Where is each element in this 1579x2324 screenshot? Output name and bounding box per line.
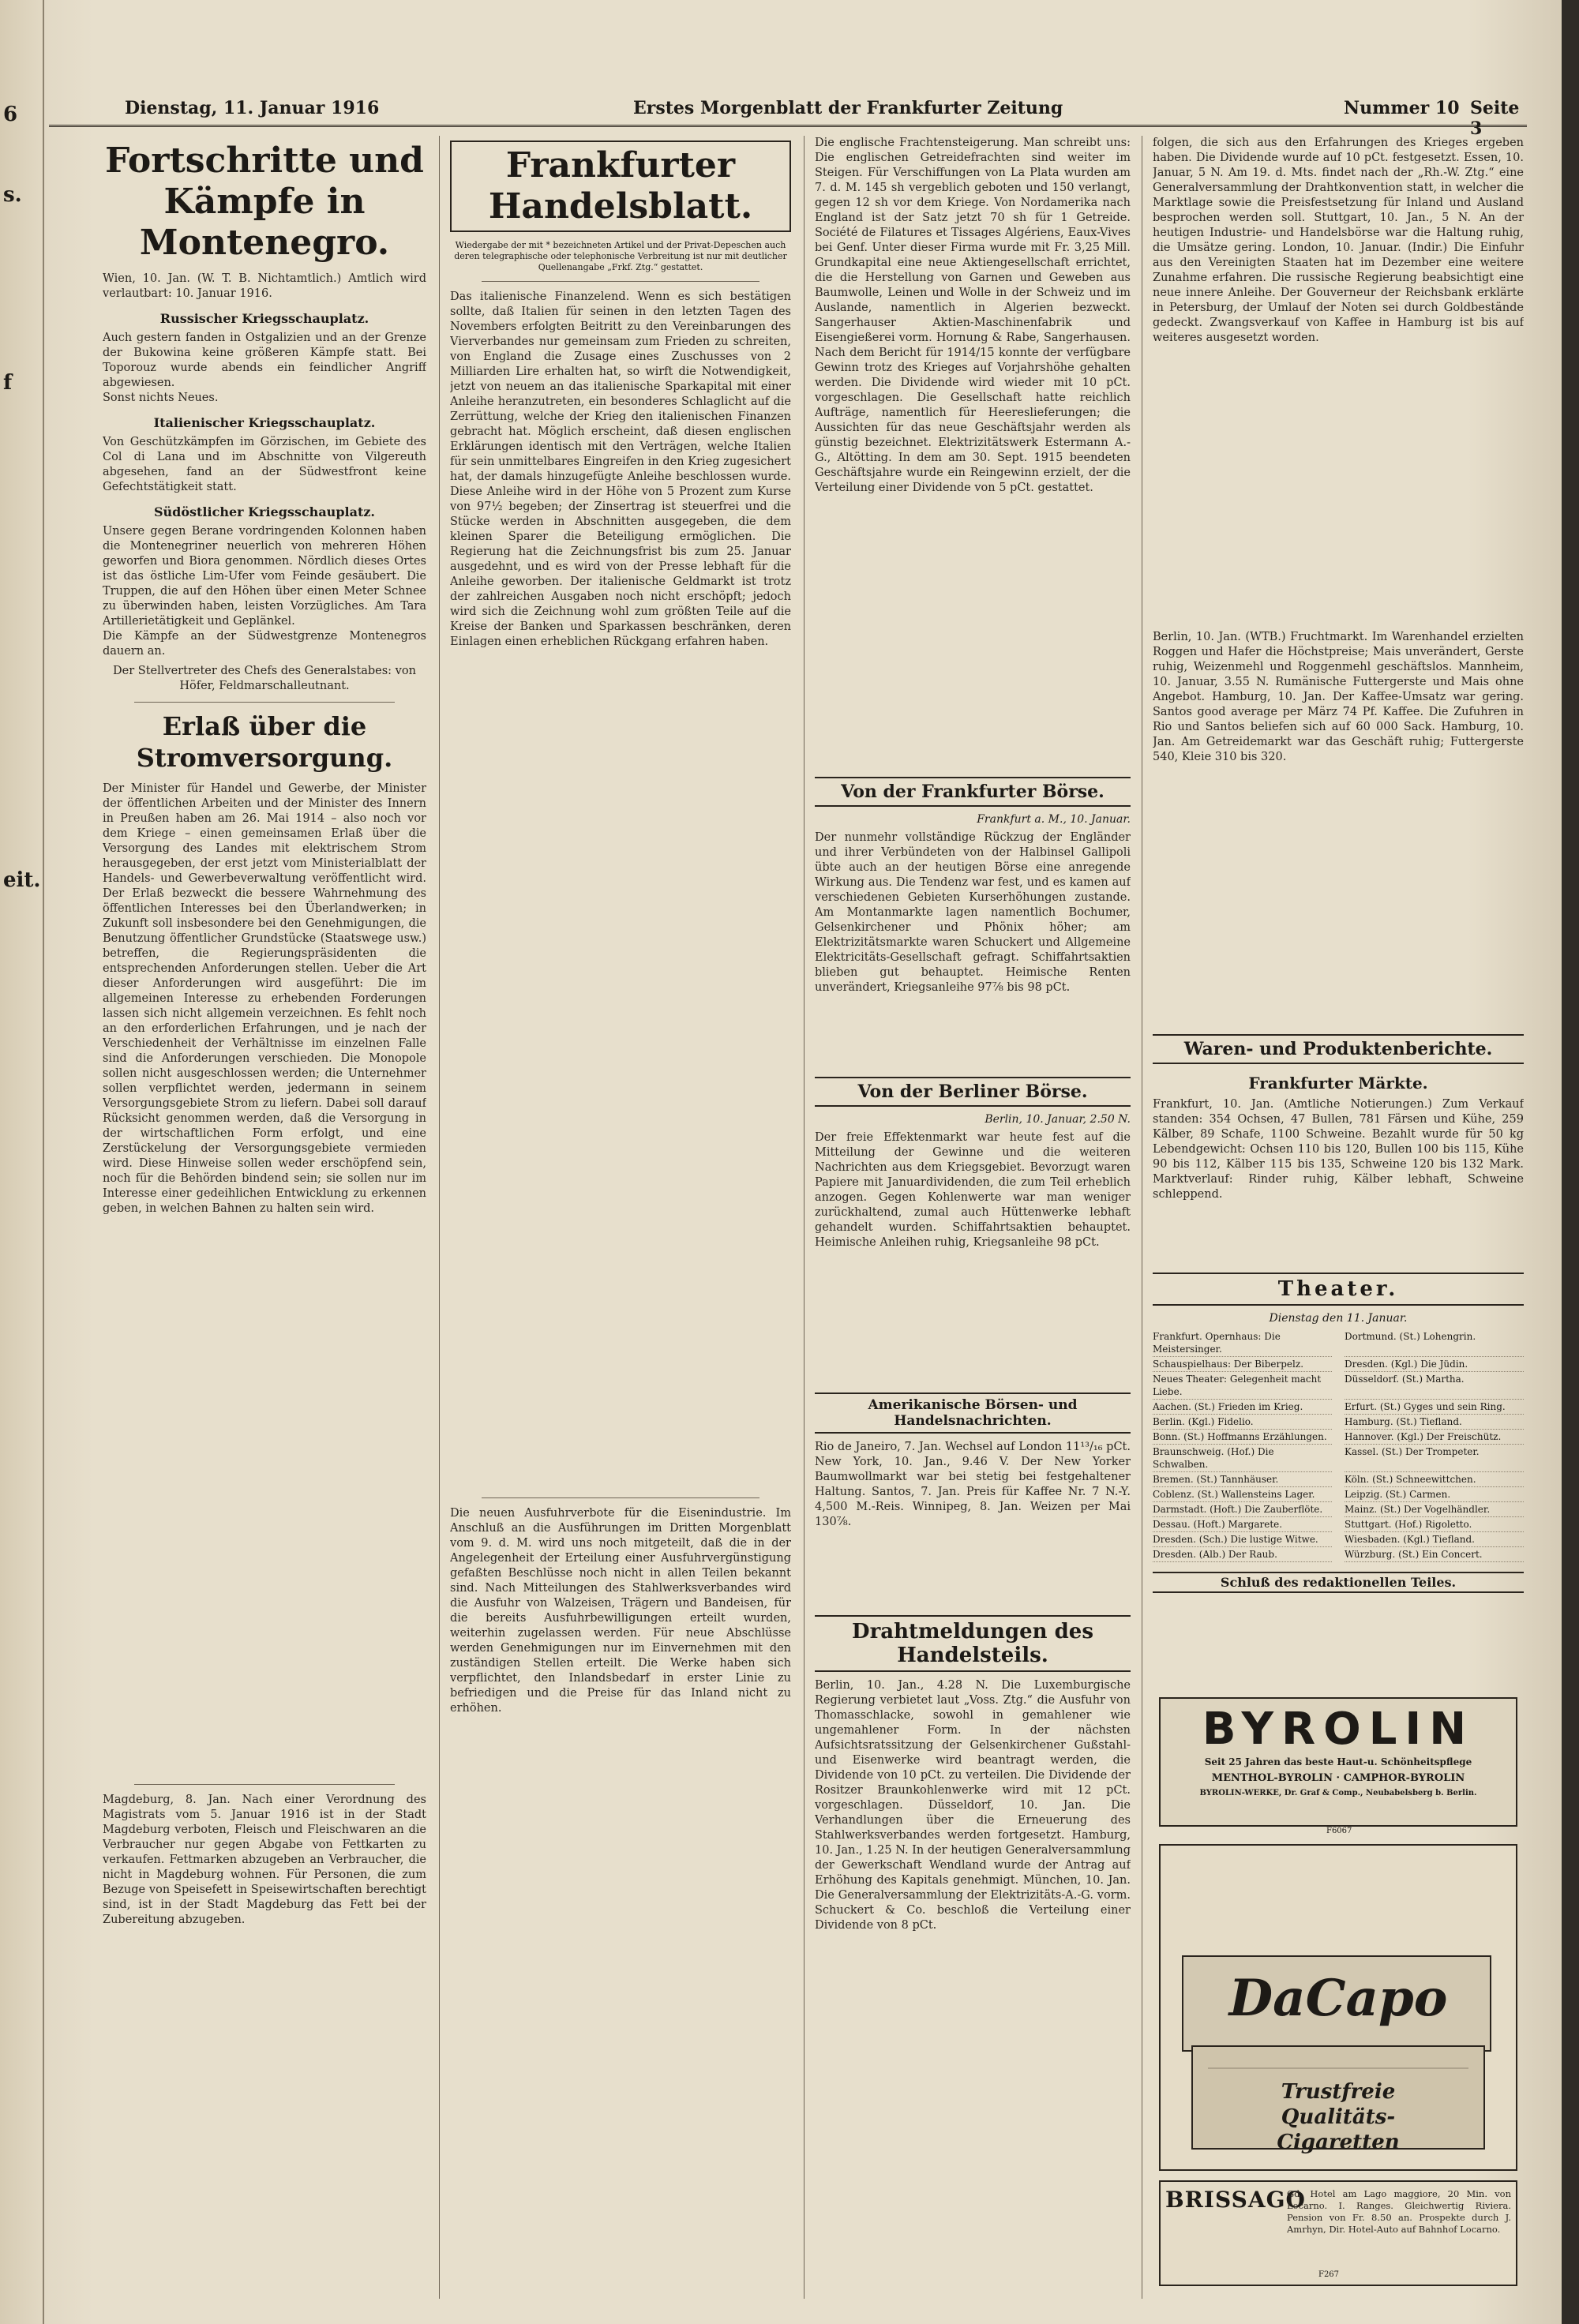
book-edge [1562,0,1579,2324]
theater-entry: Würzburg. (St.) Ein Concert. [1345,1547,1524,1562]
article-body: Magdeburg, 8. Jan. Nach einer Verordnung des Magistrats vom 5. Januar 1916 ist in der Stadt Magdeburg verboten, Fleisch und Fleischwaren an die Verbraucher nur gegen Abgabe von Fettkarten zu verkaufen. Fettmarken abzugeben an Verbraucher, die nicht in Magdeburg wohnen. Für Personen, die zum Bezuge von Speisefett in Speisewirtschaften berechtigt sind, ist in der Stadt Magdeburg das Fett bei der Zubereitung abzugeben. [103,1794,426,1926]
article-signature: Der Stellvertreter des Chefs des Generalstabes: von Höfer, Feldmarschalleutnant. [113,665,416,692]
article-ausfuhrverbote: Die neuen Ausfuhrverbote für die Eisenindustrie. Im Anschluß an die Ausführungen im Dritten Morgenblatt vom 9. d. M. wird uns noch mitgeteilt, daß die in der Angelegenheit der Erteilung einer Ausfuhrvergünstigung gefaßten Beschlüsse noch nicht in allen Teilen bekannt sind. Nach Mitteilungen des Stahlwerksverbandes wird die Ausfuhr von Walzeisen, Trägern und Bandeisen, für die bereits Ausfuhrbewilligungen erteilt wurden, weiterhin zugelassen werden. Für neue Abschlüsse werden Genehmigungen nur im Einvernehmen mit den zuständigen Stellen erteilt. Die Werke haben sich verpflichtet, den Inlandsbedarf in erster Linie zu befriedigen und die Preise für das Inland nicht zu erhöhen. [450,1507,791,1715]
dacapo-logo: DaCapo [1228,1969,1448,2028]
theater-listings [1153,1329,1524,1562]
header-date: Dienstag, 11. Januar 1916 [125,98,380,118]
american-markets-report: Rio de Janeiro, 7. Jan. Wechsel auf London 11¹³/₁₆ pCt. New York, 10. Jan., 9.46 V. Der New Yorker Baumwollmarkt war bei stetig bei festgehaltener Haltung. Santos, 7. Jan. Preis für Kaffee Nr. 7 N.-Y. 4,500 M.-Reis. Winnipeg, 8. Jan. Weizen per Mai 130⅞. [815,1441,1131,1528]
header-edition: Erstes Morgenblatt der Frankfurter Zeitung [633,98,1063,118]
theater-entry: Köln. (St.) Schneewittchen. [1345,1472,1524,1487]
section-theater: Theater. [1153,1273,1524,1306]
article-paragraph: Sonst nichts Neues. [103,392,219,404]
binding-fragment: f [3,371,13,395]
dateline: Frankfurt a. M., 10. Januar. [977,813,1131,826]
theater-entry: Stuttgart. (Hof.) Rigoletto. [1345,1517,1524,1532]
theater-entry: Braunschweig. (Hof.) Die Schwalben. [1153,1445,1332,1472]
column-rule [439,136,440,2299]
dateline: Berlin, 10. Januar, 2.50 N. [985,1113,1131,1126]
theater-entry: Dresden. (Kgl.) Die Jüdin. [1345,1357,1524,1372]
theater-entry: Bremen. (St.) Tannhäuser. [1153,1472,1332,1487]
theater-entry: Bonn. (St.) Hoffmanns Erzählungen. [1153,1430,1332,1445]
byrolin-advertisement [1159,1697,1517,1827]
subhead-russian-front: Russischer Kriegsschauplatz. [159,311,369,326]
business-news-continued: folgen, die sich aus den Erfahrungen des Krieges ergeben haben. Die Dividende wurde auf 10 pCt. festgesetzt. Essen, 10. Januar, 5 N. Am 19. d. Mts. findet nach der „Rh.-W. Ztg.“ eine Generalversammlung der Drahtkonvention statt, in welcher die Marktlage sowie die Preisfestsetzung für Inland und Ausland besprochen werden soll. Stuttgart, 10. Jan., 5 N. An der heutigen Industrie- und Handelsbörse war die Haltung ruhig, die Umsätze gering. London, 10. Januar. (Indir.) Die Einfuhr aus den Vereinigten Staaten hat im Dezember eine weitere Zunahme erfahren. Die russische Regierung beabsichtigt eine neue innere Anleihe. Der Gouverneur der Reichsbank erklärte in Petersburg, der Umlauf der Noten sei durch Goldbestände gedeckt. Zwangsverkauf von Kaffee in Hamburg ist bis auf weiteres ausgesetzt worden. [1153,137,1524,344]
frankfurt-exchange-report: Der nunmehr vollständige Rückzug der Engländer und ihrer Verbündeten von der Halbinsel Gallipoli übte auch an der heutigen Börse eine anregende Wirkung aus. Die Tendenz war fest, und es kamen auf verschiedenen Gebieten Kurserhöhungen zustande. Am Montanmarkte lagen namentlich Bochumer, Gelsenkirchener und Phönix höher; am Elektrizitätsmarkte waren Schuckert und Allgemeine Elektricitäts-Gesellschaft gefragt. Schiffahrtsaktien blieben gut behauptet. Heimische Renten unverändert, Kriegsanleihe 97⅞ bis 98 pCt. [815,831,1131,994]
theater-entry: Kassel. (St.) Der Trompeter. [1345,1445,1524,1472]
theater-entry: Neues Theater: Gelegenheit macht Liebe. [1153,1372,1332,1400]
theater-date: Dienstag den 11. Januar. [1269,1312,1408,1325]
divider [134,1784,395,1785]
market-reports: Berlin, 10. Jan. (WTB.) Fruchtmarkt. Im Warenhandel erzielten Roggen und Hafer die Höchstpreise; Mais unverändert, Gerste ruhig, Weizenmehl und Roggenmehl geschäftslos. Mannheim, 10. Januar, 3.55 N. Rumänische Futtergerste und Mais ohne Angebot. Hamburg, 10. Jan. Der Kaffee-Umsatz war gering. Santos good average per März 74 Pf. Kaffee. Die Zufuhren in Rio und Santos beliefen sich auf 60 000 Sack. Hamburg, 10. Jan. Am Getreidemarkt war das Geschäft ruhig; Futtergerste 540, Kleie 310 bis 320. [1153,631,1524,763]
theater-entry: Schauspielhaus: Der Biberpelz. [1153,1357,1332,1372]
ad-code: F6067 [1326,1827,1352,1835]
brissago-title: BRISSAGO [1165,2187,1306,2213]
header-number: Nummer 10 [1344,98,1460,118]
headline-montenegro: Fortschritte und Kämpfe in Montenegro. [105,141,424,263]
berlin-exchange-report: Der freie Effektenmarkt war heute fest auf die Mitteilung der Gewinne und die weiteren Nachrichten aus dem Kriegsgebiet. Bevorzugt waren Papiere mit Januardividenden, die zum Teil erheblich anzogen. Gegen Kohlenwerte war man weniger zurückhaltend, zumal auch Hüttenwerke lebhaft gehandelt wurden. Schiffahrtsaktien behauptet. Heimische Anleihen ruhig, Kriegsanleihe 98 pCt. [815,1131,1131,1249]
divider [482,1497,759,1498]
theater-entry: Dresden. (Sch.) Die lustige Witwe. [1153,1532,1332,1547]
editorial-end-notice: Schluß des redaktionellen Teiles. [1153,1572,1524,1593]
binding-fragment: 6 [3,103,18,126]
divider [482,281,759,282]
theater-entry: Düsseldorf. (St.) Martha. [1345,1372,1524,1400]
article-finanzelend: Das italienische Finanzelend. Wenn es sich bestätigen sollte, daß Italien für seinen in den letzten Tagen des Novembers erfolgten Beitritt zu den Vereinbarungen des Vierverbandes nur gemeinsam zum Frieden zu schreiten, von England die Zusage eines Zuschusses von 2 Milliarden Lire erhalten hat, so wirft die Notwendigkeit, jetzt von neuem an das italienische Sparkapital mit einer Anleihe heranzutreten, ein besonderes Schlaglicht auf die Zerrüttung, welche der Krieg den italienischen Finanzen gebracht hat. Möglich erscheint, daß diesen englischen Erklärungen identisch mit den Verträgen, welche Italien für sein unmittelbares Eingreifen in den Krieg zugesichert hat, der damals hinzugefügte Anleihe beschlossen wurde. Diese Anleihe wird in der Höhe von 5 Prozent zum Kurse von 97½ begeben; der Zinsertrag ist steuerfrei und die Stücke werden in Abschnitten ausgegeben, die dem kleinen Sparer die Beteiligung ermöglichen. Die Regierung hat die Zeichnungsfrist bis zum 25. Januar ausgedehnt, und es wird von der Presse lebhaft für die Anleihe geworben. Der italienische Geldmarkt ist trotz der zahlreichen Ausgaben noch nicht erschöpft; jedoch wird sich die Zeichnung wohl zum größten Teile auf die Kreise der Banken und Sparkassen beschränken, deren Einlagen einen erheblichen Rückgang erfahren haben. [450,290,791,648]
subhead-southeast-front: Südöstlicher Kriegsschauplatz. [153,504,375,519]
reprint-notice: Wiedergabe der mit * bezeichneten Artikel und der Privat-Depeschen auch deren telegraphische oder telephonische Verbreitung ist nur mit deutlicher Quellenangabe „Frkf. Ztg.“ gestattet. [454,240,787,272]
column-rule [804,136,805,2299]
theater-entry: Frankfurt. Opernhaus: Die Meistersinger. [1153,1329,1332,1357]
byrolin-tagline: Seit 25 Jahren das beste Haut-u. Schönheitspflege [1204,1756,1472,1767]
theater-entry: Erfurt. (St.) Gyges und sein Ring. [1345,1400,1524,1415]
binding-fragment: s. [3,183,22,207]
brissago-text: Gd. Hotel am Lago maggiore, 20 Min. von Locarno. I. Ranges. Gleichwertig Riviera. Pension von Fr. 8.50 an. Prospekte durch J. Amrhyn, Dir. Hotel-Auto auf Bahnhof Locarno. [1287,2188,1511,2235]
theater-entry: Coblenz. (St.) Wallensteins Lager. [1153,1487,1332,1502]
theater-entry: Dortmund. (St.) Lohengrin. [1345,1329,1524,1357]
article-paragraph: Unsere gegen Berane vordringenden Kolonnen haben die Montenegriner neuerlich von mehreren Höhen geworfen und Biora genommen. Nördlich dieses Ortes ist das östliche Lim-Ufer vom Feinde gesäubert. Die Truppen, die auf den Höhen über einen Meter Schnee zu überwinden haben, leisten Vorzügliches. Am Tara Artillerietätigkeit und Geplänkel. [103,525,426,628]
business-news: Die englische Frachtensteigerung. Man schreibt uns: Die englischen Getreidefrachten sind weiter im Steigen. Für Verschiffungen von La Plata wurden am 7. d. M. 145 sh vergeblich geboten und 150 verlangt, gegen 12 sh vor dem Kriege. Von Nordamerika nach England ist der Satz jetzt 70 sh für 1 Getreide. Société de Filatures et Tissages Algériens, Eaux-Vives bei Genf. Unter dieser Firma wurde mit Fr. 3,25 Mill. Grundkapital eine neue Aktiengesellschaft errichtet, die die Herstellung von Garnen und Geweben aus Baumwolle, Leinen und Wolle in der Schweiz und im Auslande, namentlich in Algerien bezweckt. Sangerhauser Aktien-Maschinenfabrik und Eisengießerei vorm. Hornung & Rabe, Sangerhausen. Nach dem Bericht für 1914/15 konnte der verfügbare Gewinn trotz des Krieges auf Vorjahrshöhe gehalten werden. Die Dividende wird wieder mit 10 pCt. vorgeschlagen. Die Gesellschaft hatte reichlich Aufträge, namentlich für Heereslieferungen; die Aussichten für das neue Geschäftsjahr werden als günstig bezeichnet. Elektrizitätswerk Estermann A.-G., Altötting. In dem am 30. Sept. 1915 beendeten Geschäftsjahre wurde ein Reingewinn erzielt, der die Verteilung einer Dividende von 5 pCt. gestattet. [815,137,1131,494]
column-3 [815,136,1131,2299]
section-american-markets: Amerikanische Börsen- und Handelsnachrichten. [815,1393,1131,1434]
theater-entry: Berlin. (Kgl.) Fidelio. [1153,1415,1332,1430]
theater-entry: Wiesbaden. (Kgl.) Tiefland. [1345,1532,1524,1547]
subhead-italian-front: Italienischer Kriegsschauplatz. [153,415,376,430]
headline-handelsblatt: Frankfurter Handelsblatt. [450,141,791,232]
section-frankfurt-exchange: Von der Frankfurter Börse. [815,777,1131,807]
theater-entry: Dresden. (Alb.) Der Raub. [1153,1547,1332,1562]
article-paragraph: Die Kämpfe an der Südwestgrenze Montenegros dauern an. [103,630,426,658]
theater-entry: Darmstadt. (Hoft.) Die Zauberflöte. [1153,1502,1332,1517]
binding-fragment: eit. [3,868,41,892]
dacapo-advertisement [1159,1844,1517,2171]
theater-entry: Hamburg. (St.) Tiefland. [1345,1415,1524,1430]
byrolin-maker: BYROLIN-WERKE, Dr. Graf & Comp., Neubabelsberg b. Berlin. [1199,1789,1477,1797]
wire-reports: Berlin, 10. Jan., 4.28 N. Die Luxemburgische Regierung verbietet laut „Voss. Ztg.“ die Ausfuhr von Thomasschlacke, sowohl in gemahlener wie ungemahlener Form. In der nächsten Aufsichtsratssitzung der Gelsenkirchener Gußstahl- und Eisenwerke wird beantragt werden, die Dividende von 10 pCt. zu verteilen. Die Dividende der Rositzer Braunkohlenwerke wird mit 12 pCt. vorgeschlagen. Düsseldorf, 10. Jan. Die Verhandlungen über die Erneuerung des Stahlwerksverbandes werden fortgesetzt. Hamburg, 10. Jan., 1.25 N. In der heutigen Generalversammlung der Gewerkschaft Wendland wurde der Antrag auf Erhöhung des Kapitals genehmigt. München, 10. Jan. Die Generalversammlung der Elektrizitäts-A.-G. vorm. Schuckert & Co. beschloß die Verteilung einer Dividende von 8 pCt. [815,1679,1131,1932]
article-body: Der Minister für Handel und Gewerbe, der Minister der öffentlichen Arbeiten und der Minister des Innern in Preußen haben am 26. Mai 1914 – also noch vor dem Kriege – einen gemeinsamen Erlaß über die Versorgung des Landes mit elektrischem Strom herausgegeben, der erst jetzt vom Ministerialblatt der Handels- und Gewerbeverwaltung veröffentlicht wird. Der Erlaß bezweckt die bessere Wahrnehmung des öffentlichen Interesses bei den Überlandwerken; in Zukunft soll insbesondere bei den Genehmigungen, die Benutzung öffentlicher Grundstücke (Staatswege usw.) betreffen, die Regierungspräsidenten die entsprechenden Anforderungen stellen. Ueber die Art dieser Anforderungen wird ausgeführt: Die im allgemeinen Interesse zu erhebenden Forderungen lassen sich nicht allgemein verzeichnen. Es fehlt noch an den erforderlichen Erfahrungen, und je nach der Verschiedenheit der Verhältnisse im einzelnen Falle sind die Anforderungen verschieden. Die Monopole sollen nicht ausgeschlossen werden; die Unternehmer sollen verpflichtet werden, jedermann in seinem Versorgungsgebiete Strom zu liefern. Dabei soll darauf Rücksicht genommen werden, daß die Versorgung in der wirtschaftlichen Form erfolgt, und eine Zerstückelung der Versorgungsgebiete vermieden wird. Diese Hinweise sollen weder erschöpfend sein, noch für die Behörden bindend sein; sie sollen nur im Interesse einer gedeihlichen Entwicklung zu erkennen geben, in welchen Bahnen zu halten sein wird. [103,782,426,1215]
divider [134,702,395,703]
theater-entry: Mainz. (St.) Der Vogelhändler. [1345,1502,1524,1517]
article-paragraph: Auch gestern fanden in Ostgalizien und an der Grenze der Bukowina keine größeren Kämpfe statt. Bei Toporouz wurde abends ein feindlicher Angriff abgewiesen. [103,332,426,389]
section-commodity-reports: Waren- und Produktenberichte. [1153,1034,1524,1064]
brissago-advertisement [1159,2180,1517,2286]
page-header [49,93,1527,139]
theater-entry: Hannover. (Kgl.) Der Freischütz. [1345,1430,1524,1445]
section-berlin-exchange: Von der Berliner Börse. [815,1077,1131,1107]
byrolin-products: MENTHOL-BYROLIN · CAMPHOR-BYROLIN [1211,1772,1465,1784]
binding-margin [0,0,44,2324]
article-paragraph: Von Geschützkämpfen im Görzischen, im Gebiete des Col di Lana und im Abschnitte von Vilgereuth abgesehen, fand an der Südwestfront keine Gefechtstätigkeit statt. [103,436,426,493]
byrolin-logo: BYROLIN [1202,1704,1475,1755]
headline-stromversorgung: Erlaß über die Stromversorgung. [136,711,393,773]
section-wire-reports: Drahtmeldungen des Handelsteils. [815,1615,1131,1672]
column-1 [103,136,426,2299]
article-dateline: Wien, 10. Jan. (W. T. B. Nichtamtlich.) Amtlich wird verlautbart: 10. Januar 1916. [103,272,426,300]
theater-entry: Aachen. (St.) Frieden im Krieg. [1153,1400,1332,1415]
theater-entry: Dessau. (Hoft.) Margarete. [1153,1517,1332,1532]
frankfurt-market-report: Frankfurt, 10. Jan. (Amtliche Notierungen.) Zum Verkauf standen: 354 Ochsen, 47 Bullen, 781 Färsen und Kühe, 259 Kälber, 89 Schafe, 1100 Schweine. Bezahlt wurde für 50 kg Lebendgewicht: Ochsen 110 bis 120, Bullen 100 bis 115, Kühe 90 bis 112, Kälber 115 bis 135, Schweine 120 bis 132 Mark. Marktverlauf: Rinder ruhig, Kälber lebhaft, Schweine schleppend. [1153,1098,1524,1201]
subhead-frankfurt-markets: Frankfurter Märkte. [1248,1074,1428,1093]
header-page: Seite 3 [1470,98,1520,139]
theater-entry: Leipzig. (St.) Carmen. [1345,1487,1524,1502]
dacapo-slogan: Trustfreie Qualitäts-Cigaretten [1277,2080,1400,2154]
column-2 [450,136,791,2299]
ad-code: F267 [1318,2270,1340,2279]
